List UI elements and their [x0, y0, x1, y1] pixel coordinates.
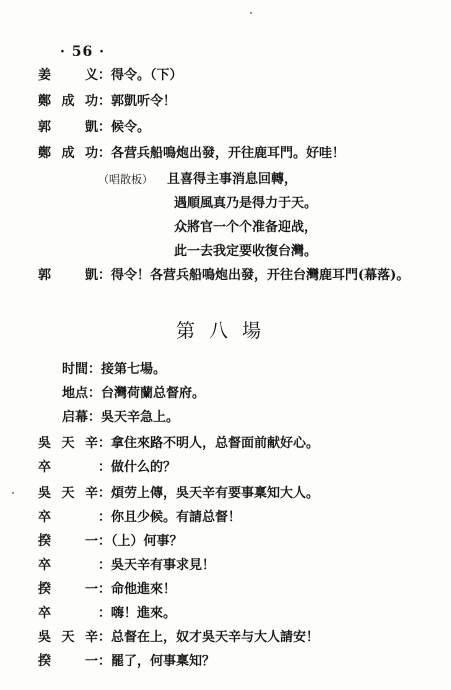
- dialogue-text: 嗨！進來。: [111, 606, 177, 621]
- dialogue-line: 揆 一：命他進來！: [38, 580, 176, 600]
- verse-text: 众將官一个个准备迎战，: [174, 220, 318, 235]
- info-value: 吳天辛急上。: [101, 410, 180, 425]
- dialogue-line: 姜 义：得令。（下）: [38, 66, 183, 86]
- song-verse-line: [174, 242, 317, 262]
- speaker-name: 卒: [38, 606, 52, 621]
- dialogue-line: 郭 凱：候令。: [38, 118, 150, 138]
- song-verse-line: [174, 194, 317, 214]
- speaker-name: 吳天辛: [38, 630, 98, 645]
- speaker-name: 揆 一: [38, 582, 98, 597]
- dialogue-text: 吳天辛有事求見！: [111, 558, 216, 573]
- speaker-name: 卒: [38, 510, 52, 525]
- dialogue-text: 拿住來路不明人，总督面前献好心。: [111, 436, 320, 451]
- dialogue-text: 得令。（下）: [111, 68, 183, 83]
- dialogue-line: 卒 ：做什么的？: [38, 458, 176, 478]
- speaker-name: 吳天辛: [38, 436, 98, 451]
- dialogue-text: 做什么的？: [111, 460, 177, 475]
- dialogue-text: 各营兵船鳴炮出發，开往鹿耳門。好哇！: [111, 146, 346, 161]
- song-verse-line: [174, 218, 317, 238]
- dialogue-text: 总督在上，奴才吳天辛与大人請安！: [111, 630, 320, 645]
- scene-info-line: [62, 384, 205, 404]
- dialogue-line: 卒 ：你且少候。有請总督！: [38, 508, 241, 528]
- scene-info-line: [62, 408, 179, 428]
- dialogue-text: （上）何事？: [111, 534, 183, 549]
- speaker-name: 姜 义: [38, 68, 98, 83]
- speaker-name: 郭 凱: [38, 268, 98, 283]
- dialogue-line: 卒 ：嗨！進來。: [38, 604, 176, 624]
- speaker-name: 鄭成功: [38, 94, 98, 109]
- dialogue-text: 你且少候。有請总督！: [111, 510, 242, 525]
- scene-title: 第八場: [175, 320, 275, 342]
- verse-text: 此一去我定要收復台灣。: [174, 244, 318, 259]
- speaker-name: 卒: [38, 460, 52, 475]
- info-label: 时間：: [62, 362, 102, 377]
- dialogue-line: 鄭成功：各营兵船鳴炮出發，开往鹿耳門。好哇！: [38, 144, 345, 164]
- info-value: 台灣荷蘭总督府。: [101, 386, 206, 401]
- dialogue-line: 鄭成功：郭凱听令！: [38, 92, 176, 112]
- verse-text: 遇順風真乃是得力于天。: [174, 196, 318, 211]
- dialogue-line: 揆 一：（上）何事？: [38, 532, 183, 552]
- speaker-name: 鄭成功: [38, 146, 98, 161]
- dialogue-line: 吳天辛：煩劳上傳，吳天辛有要事稟知大人。: [38, 484, 319, 504]
- speaker-name: 揆 一: [38, 654, 98, 669]
- dialogue-text: 候令。: [111, 120, 151, 135]
- info-value: 接第七場。: [101, 362, 167, 377]
- dialogue-line: 郭 凱：得令！各营兵船鳴炮出發，开往台灣鹿耳門(幕落)。: [38, 266, 409, 286]
- song-verse-line: [98, 170, 297, 190]
- tune-label: （唱散板）: [98, 173, 153, 186]
- dialogue-line: 揆 一：罷了，何事稟知？: [38, 652, 215, 672]
- print-speck: [12, 492, 14, 494]
- dialogue-line: 吳天辛：拿住來路不明人，总督面前献好心。: [38, 434, 319, 454]
- speaker-name: 卒: [38, 558, 52, 573]
- dialogue-line: 吳天辛：总督在上，奴才吳天辛与大人請安！: [38, 628, 319, 648]
- speaker-name: 揆 一: [38, 534, 98, 549]
- speaker-name: 吳天辛: [38, 486, 98, 501]
- print-speck: [250, 12, 252, 14]
- info-label: 地点：: [62, 386, 102, 401]
- scene-info-line: [62, 360, 166, 380]
- verse-text: 且喜得主事消息回轉，: [167, 172, 298, 187]
- speaker-name: 郭 凱: [38, 120, 98, 135]
- dialogue-text: 郭凱听令！: [111, 94, 177, 109]
- dialogue-text: 煩劳上傳，吳天辛有要事稟知大人。: [111, 486, 320, 501]
- dialogue-text: 得令！各营兵船鳴炮出發，开往台灣鹿耳門(幕落)。: [111, 268, 410, 283]
- dialogue-line: 卒 ：吳天辛有事求見！: [38, 556, 215, 576]
- dialogue-text: 罷了，何事稟知？: [111, 654, 216, 669]
- info-label: 启幕：: [62, 410, 102, 425]
- page-number: · 56 ·: [60, 44, 105, 60]
- dialogue-text: 命他進來！: [111, 582, 177, 597]
